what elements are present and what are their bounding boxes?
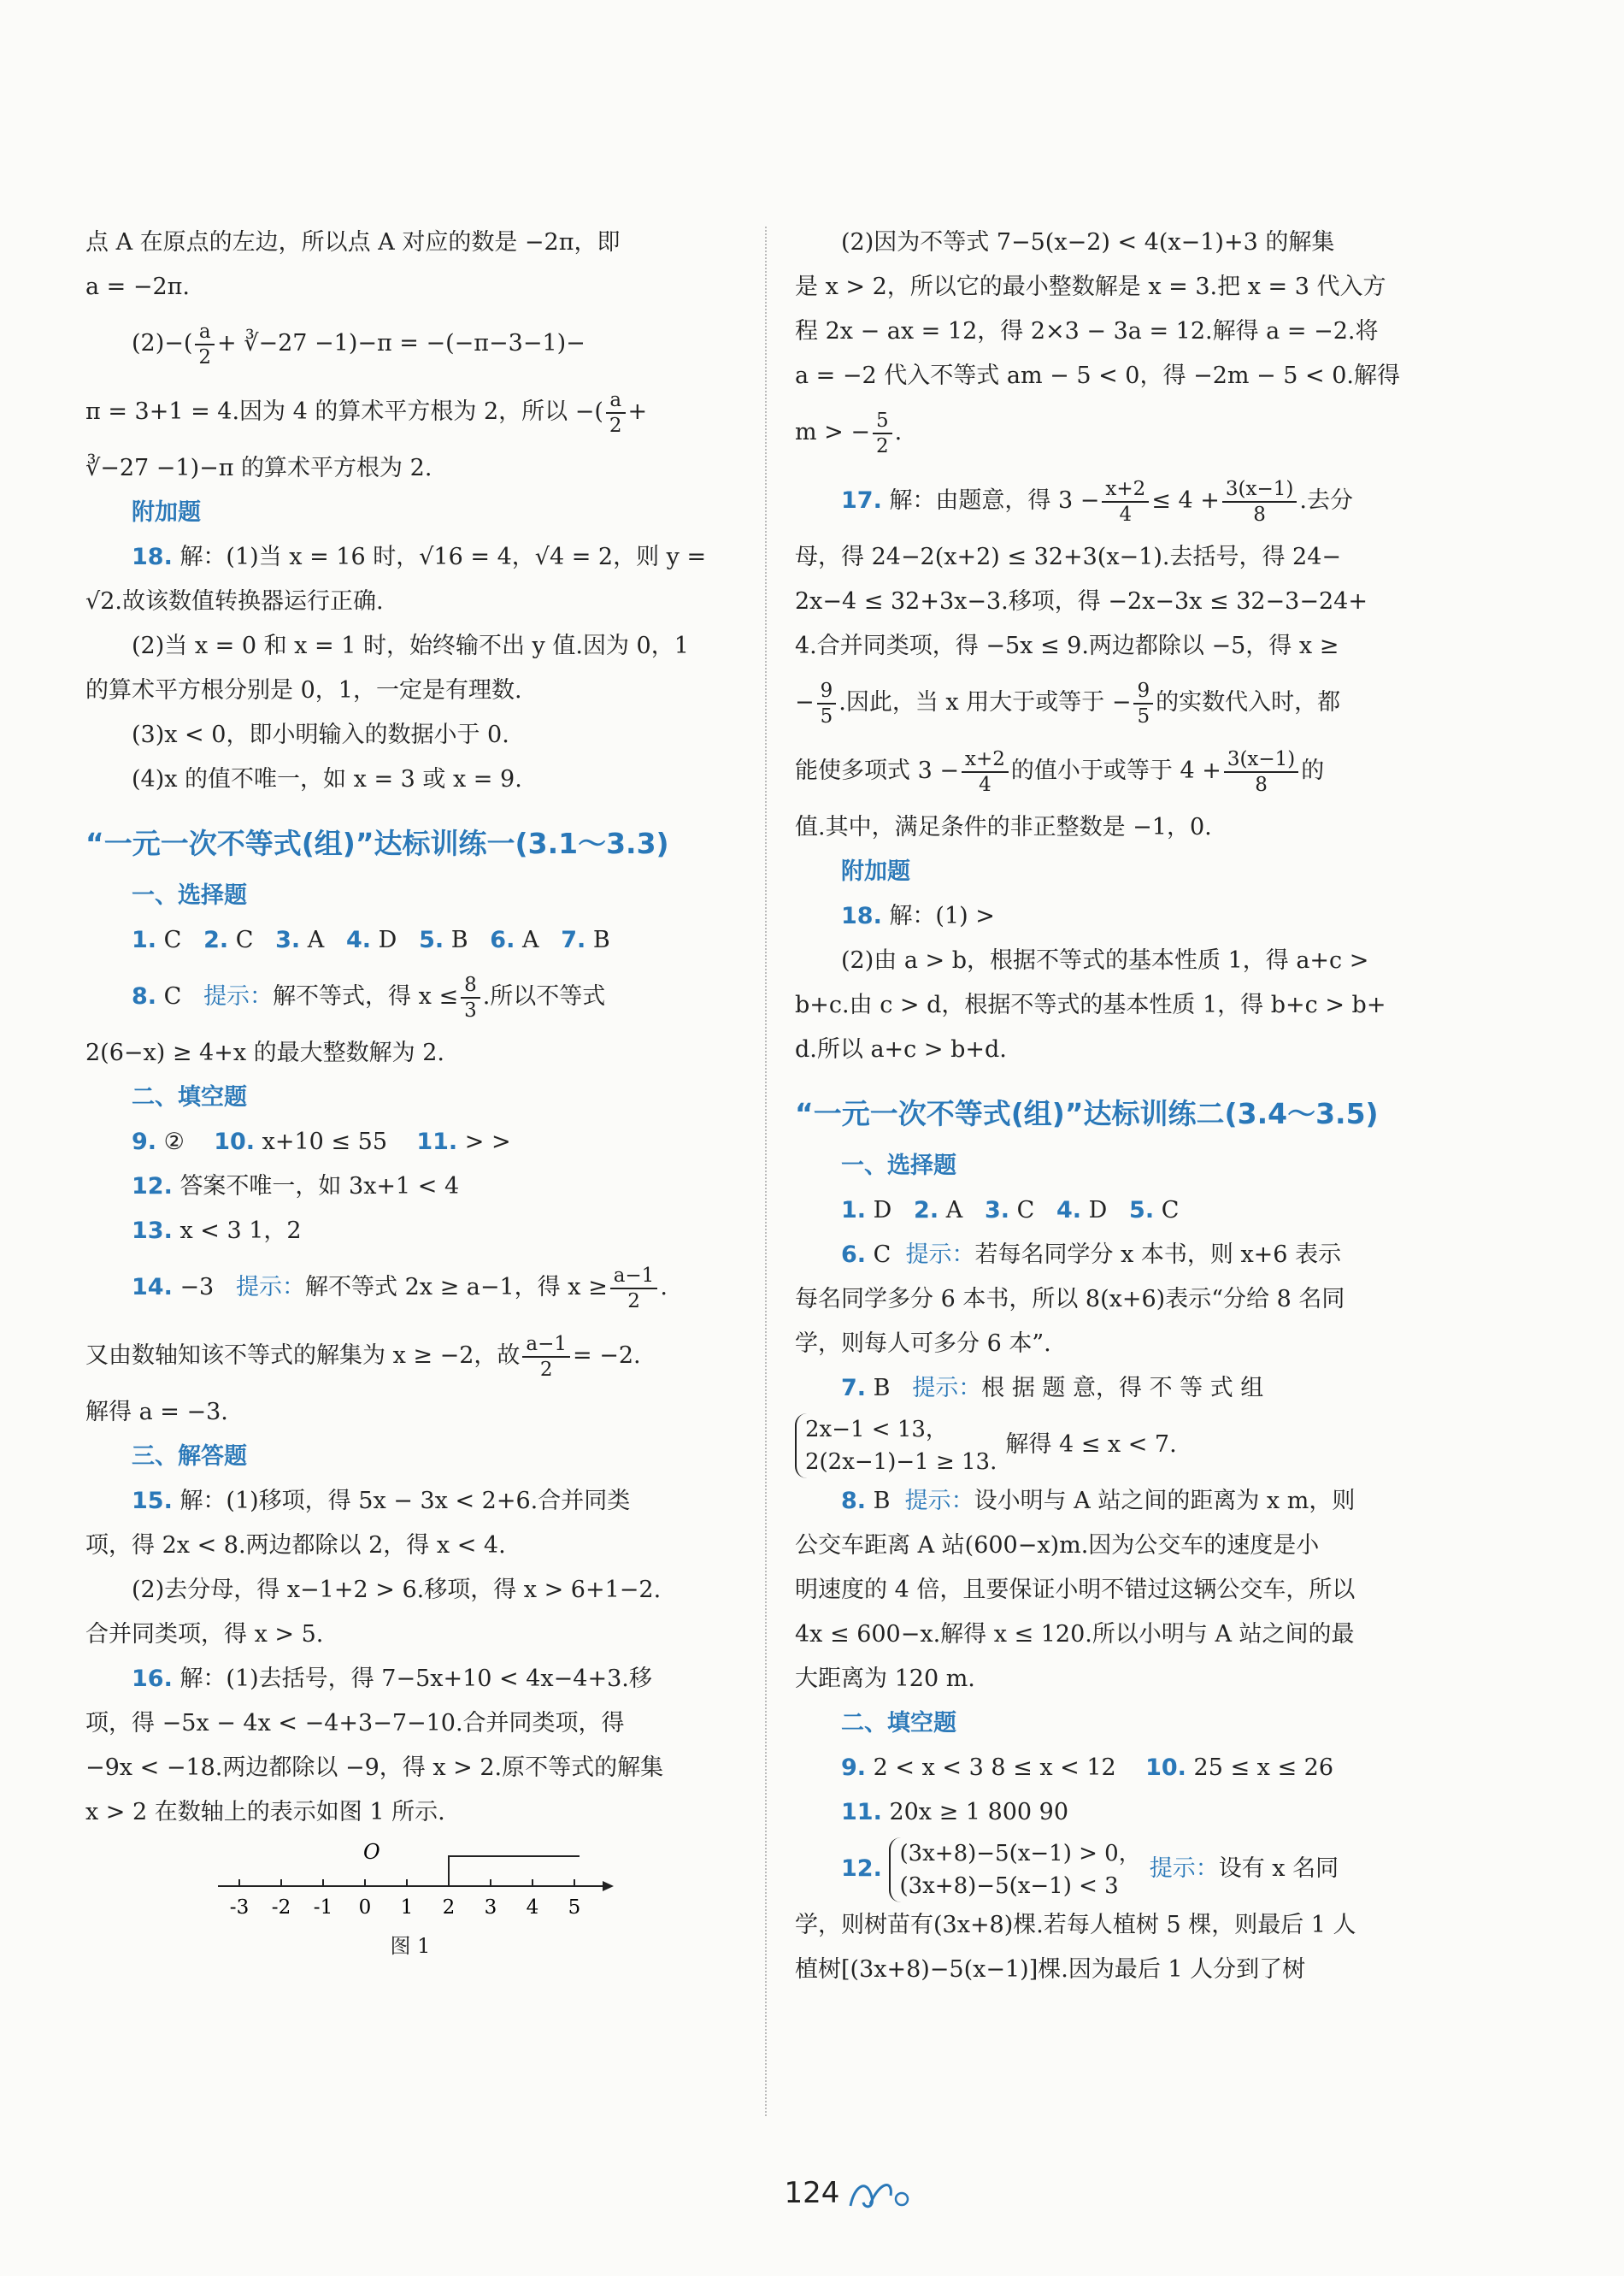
right-column — [795, 221, 1436, 1992]
text-line: 8. B 提示：设小明与 A 站之间的距离为 x m，则 — [841, 1488, 1356, 1514]
tick-label: 1 — [400, 1896, 414, 1919]
number-line-figure — [85, 1835, 735, 1929]
figure-caption: 图 1 — [390, 1934, 431, 1958]
text-line: 16. 解：(1)去括号，得 7−5x+10 < 4x−4+3.移 — [132, 1666, 652, 1692]
text-line: 4x ≤ 600−x.解得 x ≤ 120.所以小明与 A 站之间的最 — [795, 1621, 1355, 1648]
inequality-system: 2x−1 < 13， 2(2x−1)−1 ≥ 13. — [795, 1413, 997, 1478]
text-line: b+c.由 c > d，根据不等式的基本性质 1，得 b+c > b+ — [795, 992, 1386, 1018]
text-line: 12. 答案不唯一，如 3x+1 < 4 — [132, 1173, 460, 1200]
text-line: 15. 解：(1)移项，得 5x − 3x < 2+6.合并同类 — [132, 1488, 631, 1514]
text-line: 每名同学多分 6 本书，所以 8(x+6)表示“分给 8 名同 — [795, 1286, 1345, 1312]
fraction: $\frac{9}{5}$ — [817, 679, 837, 728]
text-line: 13. x < 3 1，2 — [132, 1218, 302, 1244]
section-heading: 三、解答题 — [132, 1443, 247, 1470]
tick-label: 4 — [526, 1896, 539, 1919]
text-line: 学，则每人可多分 6 本”. — [795, 1330, 1051, 1357]
text-line: 8. C 提示：解不等式，得 x ≤ $\frac{8}{3}$ .所以不等式 — [132, 973, 606, 1022]
text-line: 6. C 提示：若每名同学分 x 本书，则 x+6 表示 — [841, 1241, 1342, 1268]
fraction: $\frac{8}{3}$ — [461, 973, 480, 1023]
text-line: 项，得 −5x − 4x < −4+3−7−10.合并同类项，得 — [85, 1710, 625, 1736]
text-line: √2.故该数值转换器运行正确. — [85, 588, 384, 615]
text-line: 能使多项式 3 − $\frac{x+2}{4}$ 的值小于或等于 4 + $\frac{3(x-1)}{8}$ 的 — [795, 747, 1325, 796]
fraction: $\frac{3(x-1)}{8}$ — [1224, 747, 1298, 797]
section-heading: 一、选择题 — [132, 882, 247, 909]
text-line: ∛−27 −1)−π 的算术平方根为 2. — [85, 455, 432, 481]
fraction: $\frac{3(x-1)}{8}$ — [1222, 477, 1297, 527]
text-line: 17. 解：由题意，得 3 − $\frac{x+2}{4}$ ≤ 4 + $\frac{3(x-1)}{8}$ .去分 — [841, 477, 1353, 526]
text-line: 明速度的 4 倍，且要保证小明不错过这辆公交车，所以 — [795, 1577, 1356, 1603]
section-title: “一元一次不等式(组)”达标训练二(3.4～3.5) — [795, 1097, 1379, 1130]
text-line: 14. −3 提示：解不等式 2x ≥ a−1，得 x ≥ $\frac{a-1}{2}$ . — [132, 1264, 668, 1312]
left-column — [85, 221, 735, 1963]
text-line: 解得 a = −3. — [85, 1399, 228, 1425]
decorative-swirl-icon — [846, 2172, 915, 2214]
text-line: 12. (3x+8)−5(x−1) > 0， (3x+8)−5(x−1) < 3 提示：设有 x 名同 — [795, 1835, 1436, 1903]
answer-row: 1. D 2. A 3. C 4. D 5. C — [841, 1197, 1180, 1223]
answer-row: 9. ② 10. x+10 ≤ 55 11. > > — [132, 1129, 511, 1155]
text-line: 2x−1 < 13， 2(2x−1)−1 ≥ 13. 解得 4 ≤ x < 7. — [795, 1411, 1436, 1479]
section-heading: 附加题 — [132, 499, 201, 526]
tick-label: 3 — [484, 1896, 497, 1919]
text-line: 植树[(3x+8)−5(x−1)]棵.因为最后 1 人分到了树 — [795, 1956, 1306, 1983]
text-line: (2)去分母，得 x−1+2 > 6.移项，得 x > 6+1−2. — [132, 1577, 662, 1603]
text-line: a = −2π. — [85, 274, 191, 300]
text-line: 值.其中，满足条件的非正整数是 −1，0. — [795, 814, 1212, 840]
fraction: $\frac{x+2}{4}$ — [962, 747, 1009, 797]
section-title: “一元一次不等式(组)”达标训练一(3.1～3.3) — [85, 827, 669, 860]
section-heading: 二、填空题 — [132, 1084, 247, 1111]
section-heading: 一、选择题 — [841, 1153, 956, 1179]
text-line: 4.合并同类项，得 −5x ≤ 9.两边都除以 −5，得 x ≥ — [795, 633, 1339, 659]
text-line: 大距离为 120 m. — [795, 1666, 975, 1692]
text-line: 18. 解：(1) > — [841, 903, 995, 929]
text-line: 是 x > 2，所以它的最小整数解是 x = 3.把 x = 3 代入方 — [795, 274, 1386, 300]
text-line: 2(6−x) ≥ 4+x 的最大整数解为 2. — [85, 1040, 445, 1066]
text-line: 程 2x − ax = 12，得 2×3 − 3a = 12.解得 a = −2.将 — [795, 318, 1379, 345]
fraction: $\frac{a-1}{2}$ — [522, 1332, 570, 1382]
text-line: (2)−( $\frac{a}{2}$ + ∛−27 −1)−π = −(−π−3−1)− — [132, 320, 585, 369]
text-line: (3)x < 0，即小明输入的数据小于 0. — [132, 722, 509, 748]
page-number: 124 — [784, 2176, 840, 2210]
text-line: (4)x 的值不唯一，如 x = 3 或 x = 9. — [132, 766, 522, 793]
fraction: $\frac{5}{2}$ — [873, 409, 892, 458]
text-line: (2)因为不等式 7−5(x−2) < 4(x−1)+3 的解集 — [841, 229, 1335, 256]
text-line: 公交车距离 A 站(600−x)m.因为公交车的速度是小 — [795, 1532, 1320, 1559]
text-line: π = 3+1 = 4.因为 4 的算术平方根为 2，所以 −( $\frac{a}{2}$ + — [85, 388, 648, 437]
fraction: $\frac{9}{5}$ — [1133, 679, 1153, 728]
answer-row: 9. 2 < x < 3 8 ≤ x < 12 10. 25 ≤ x ≤ 26 — [841, 1754, 1334, 1781]
tick-label: -1 — [313, 1896, 333, 1919]
text-line: 母，得 24−2(x+2) ≤ 32+3(x−1).去括号，得 24− — [795, 544, 1342, 570]
text-line: 又由数轴知该不等式的解集为 x ≥ −2，故 $\frac{a-1}{2}$ = −2. — [85, 1332, 641, 1381]
text-line: 18. 解：(1)当 x = 16 时，√16 = 4，√4 = 2，则 y = — [132, 544, 707, 570]
section-heading: 附加题 — [841, 858, 910, 885]
tick-label: -3 — [229, 1896, 250, 1919]
tick-label: 5 — [568, 1896, 581, 1919]
tick-label: 2 — [442, 1896, 456, 1919]
answer-row: 1. C 2. C 3. A 4. D 5. B 6. A 7. B — [132, 927, 610, 953]
text-line: (2)当 x = 0 和 x = 1 时，始终输不出 y 值.因为 0，1 — [132, 633, 689, 659]
fraction: $\frac{a-1}{2}$ — [610, 1264, 658, 1313]
text-line: −9x < −18.两边都除以 −9，得 x > 2.原不等式的解集 — [85, 1754, 664, 1781]
text-line: 7. B 提示：根 据 题 意，得 不 等 式 组 — [841, 1375, 1264, 1401]
section-heading: 二、填空题 — [841, 1710, 956, 1736]
text-line: m > − $\frac{5}{2}$ . — [795, 409, 903, 457]
inequality-system: (3x+8)−5(x−1) > 0， (3x+8)−5(x−1) < 3 — [889, 1837, 1140, 1902]
text-line: 项，得 2x < 8.两边都除以 2，得 x < 4. — [85, 1532, 506, 1559]
text-line: x > 2 在数轴上的表示如图 1 所示. — [85, 1799, 445, 1825]
text-line: (2)由 a > b，根据不等式的基本性质 1，得 a+c > — [841, 947, 1369, 974]
text-line: 11. 20x ≥ 1 800 90 — [841, 1799, 1069, 1825]
text-line: − $\frac{9}{5}$ .因此，当 x 用大于或等于 − $\frac{9}{5}$ 的实数代入时，都 — [795, 679, 1341, 728]
fraction: $\frac{a}{2}$ — [606, 388, 626, 438]
origin-label: O — [363, 1840, 380, 1864]
fraction: $\frac{x+2}{4}$ — [1102, 477, 1149, 527]
column-divider — [765, 227, 767, 2116]
text-line: 学，则树苗有(3x+8)棵.若每人植树 5 棵，则最后 1 人 — [795, 1912, 1356, 1938]
tick-label: -2 — [271, 1896, 291, 1919]
tick-label: 0 — [358, 1896, 372, 1919]
text-line: 合并同类项，得 x > 5. — [85, 1621, 324, 1648]
fraction: $\frac{a}{2}$ — [195, 320, 215, 369]
text-line: 2x−4 ≤ 32+3x−3.移项，得 −2x−3x ≤ 32−3−24+ — [795, 588, 1368, 615]
text-line: d.所以 a+c > b+d. — [795, 1036, 1007, 1063]
text-line: 点 A 在原点的左边，所以点 A 对应的数是 −2π，即 — [85, 229, 621, 256]
text-line: a = −2 代入不等式 am − 5 < 0，得 −2m − 5 < 0.解得 — [795, 363, 1400, 389]
text-line: 的算术平方根分别是 0，1，一定是有理数. — [85, 677, 522, 704]
number-line — [85, 1835, 735, 1929]
